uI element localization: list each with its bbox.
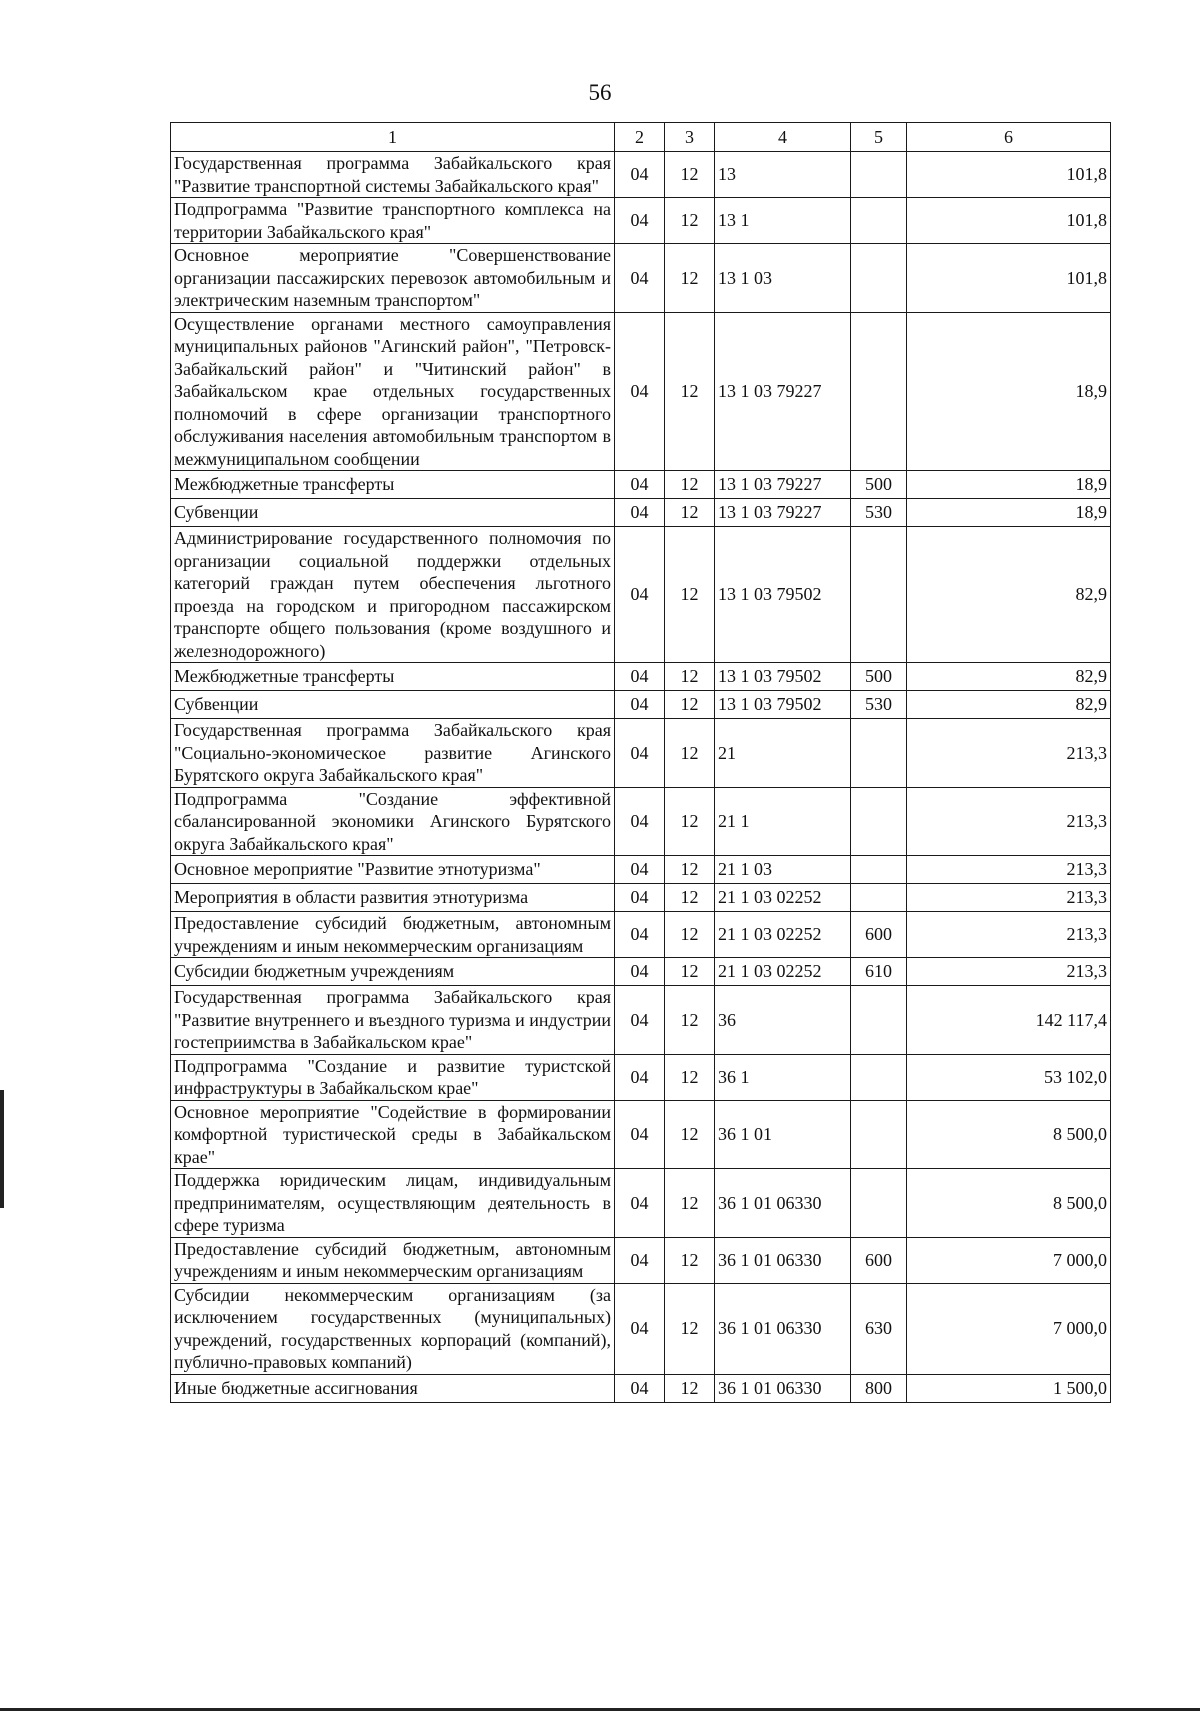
row-section-cell: 04 [615,958,665,986]
table-row [171,691,1111,719]
table-row [171,1100,1111,1169]
table-row [171,198,1111,244]
row-name-cell: Межбюджетные трансферты [171,471,615,499]
row-amount-cell: 101,8 [907,244,1111,313]
row-expense-type-cell [851,856,907,884]
row-subsection-cell: 12 [665,986,715,1055]
row-expense-type-cell [851,198,907,244]
row-expense-type-cell [851,719,907,788]
table-row [171,958,1111,986]
table-row [171,884,1111,912]
budget-table [170,122,1111,1403]
row-section-cell: 04 [615,912,665,958]
row-name-cell: Основное мероприятие "Развитие этнотуризма" [171,856,615,884]
row-section-cell: 04 [615,1054,665,1100]
row-amount-cell: 213,3 [907,719,1111,788]
row-amount-cell: 213,3 [907,884,1111,912]
table-header [171,123,1111,152]
row-subsection-cell: 12 [665,312,715,471]
row-amount-cell: 8 500,0 [907,1100,1111,1169]
row-section-cell: 04 [615,719,665,788]
table-row [171,787,1111,856]
row-amount-cell: 1 500,0 [907,1374,1111,1402]
row-target-code-cell: 13 1 03 79227 [715,471,851,499]
row-name-cell: Поддержка юридическим лицам, индивидуальным предпринимателям, осуществляющим деятельность в сфере туризма [171,1169,615,1238]
row-section-cell: 04 [615,1100,665,1169]
row-subsection-cell: 12 [665,198,715,244]
row-amount-cell: 82,9 [907,663,1111,691]
row-target-code-cell: 13 1 03 79227 [715,312,851,471]
row-expense-type-cell: 530 [851,499,907,527]
row-target-code-cell: 21 [715,719,851,788]
row-expense-type-cell [851,527,907,663]
row-section-cell: 04 [615,244,665,313]
row-name-cell: Мероприятия в области развития этнотуризма [171,884,615,912]
row-name-cell: Субвенции [171,691,615,719]
row-expense-type-cell [851,1054,907,1100]
row-expense-type-cell [851,1169,907,1238]
table-body [171,152,1111,1403]
row-name-cell: Подпрограмма "Развитие транспортного комплекса на территории Забайкальского края" [171,198,615,244]
row-amount-cell: 213,3 [907,958,1111,986]
row-subsection-cell: 12 [665,912,715,958]
row-name-cell: Предоставление субсидий бюджетным, автономным учреждениям и иным некоммерческим организациям [171,912,615,958]
row-target-code-cell: 21 1 03 02252 [715,912,851,958]
row-target-code-cell: 21 1 [715,787,851,856]
scan-edge-mark [0,1090,4,1208]
row-expense-type-cell [851,152,907,198]
row-amount-cell: 53 102,0 [907,1054,1111,1100]
row-subsection-cell: 12 [665,244,715,313]
table-row [171,1283,1111,1374]
row-name-cell: Иные бюджетные ассигнования [171,1374,615,1402]
header-col-3: 3 [665,123,715,152]
row-expense-type-cell [851,312,907,471]
row-name-cell: Предоставление субсидий бюджетным, автономным учреждениям и иным некоммерческим организациям [171,1237,615,1283]
row-target-code-cell: 13 [715,152,851,198]
row-target-code-cell: 13 1 03 [715,244,851,313]
row-subsection-cell: 12 [665,719,715,788]
row-amount-cell: 82,9 [907,691,1111,719]
row-subsection-cell: 12 [665,884,715,912]
row-target-code-cell: 13 1 03 79227 [715,499,851,527]
table-row [171,312,1111,471]
row-amount-cell: 101,8 [907,152,1111,198]
row-target-code-cell: 36 1 01 06330 [715,1237,851,1283]
row-expense-type-cell: 530 [851,691,907,719]
row-section-cell: 04 [615,1283,665,1374]
row-name-cell: Межбюджетные трансферты [171,663,615,691]
row-target-code-cell: 13 1 03 79502 [715,527,851,663]
row-name-cell: Подпрограмма "Создание и развитие туристской инфраструктуры в Забайкальском крае" [171,1054,615,1100]
row-expense-type-cell [851,986,907,1055]
row-section-cell: 04 [615,198,665,244]
row-section-cell: 04 [615,787,665,856]
row-section-cell: 04 [615,1237,665,1283]
scan-bottom-edge [0,1708,1200,1711]
row-section-cell: 04 [615,856,665,884]
row-amount-cell: 7 000,0 [907,1283,1111,1374]
table-row [171,499,1111,527]
row-target-code-cell: 36 1 01 06330 [715,1169,851,1238]
row-amount-cell: 142 117,4 [907,986,1111,1055]
row-name-cell: Субсидии некоммерческим организациям (за исключением государственных (муниципальных) учреждений, государственных корпораций (компаний), публично-правовых компаний) [171,1283,615,1374]
row-section-cell: 04 [615,471,665,499]
row-section-cell: 04 [615,986,665,1055]
row-target-code-cell: 13 1 03 79502 [715,691,851,719]
row-amount-cell: 213,3 [907,856,1111,884]
row-subsection-cell: 12 [665,471,715,499]
row-name-cell: Осуществление органами местного самоуправления муниципальных районов "Агинский район", "Петровск-Забайкальский район" и "Читинский район" в Забайкальском крае отдельных государственных полномочий в сфере организации транспортного обслуживания населения автомобильным транспортом в межмуниципальном сообщении [171,312,615,471]
row-subsection-cell: 12 [665,1237,715,1283]
row-subsection-cell: 12 [665,152,715,198]
row-name-cell: Основное мероприятие "Совершенствование организации пассажирских перевозок автомобильным и электрическим наземным транспортом" [171,244,615,313]
table-row [171,912,1111,958]
table-row [171,1054,1111,1100]
row-subsection-cell: 12 [665,1283,715,1374]
header-col-2: 2 [615,123,665,152]
row-target-code-cell: 13 1 [715,198,851,244]
header-col-5: 5 [851,123,907,152]
row-section-cell: 04 [615,152,665,198]
row-name-cell: Государственная программа Забайкальского края "Развитие транспортной системы Забайкальского края" [171,152,615,198]
row-expense-type-cell [851,884,907,912]
row-amount-cell: 82,9 [907,527,1111,663]
row-section-cell: 04 [615,499,665,527]
row-name-cell: Государственная программа Забайкальского края "Развитие внутреннего и въездного туризма и индустрии гостеприимства в Забайкальском крае" [171,986,615,1055]
row-section-cell: 04 [615,312,665,471]
row-target-code-cell: 13 1 03 79502 [715,663,851,691]
row-subsection-cell: 12 [665,663,715,691]
row-section-cell: 04 [615,1374,665,1402]
table-row [171,719,1111,788]
row-amount-cell: 213,3 [907,787,1111,856]
row-name-cell: Подпрограмма "Создание эффективной сбалансированной экономики Агинского Бурятского округа Забайкальского края" [171,787,615,856]
row-target-code-cell: 36 1 01 06330 [715,1374,851,1402]
row-target-code-cell: 21 1 03 02252 [715,958,851,986]
row-expense-type-cell [851,787,907,856]
row-name-cell: Администрирование государственного полномочия по организации социальной поддержки отдельных категорий граждан путем обеспечения льготного проезда на городском и пригородном пассажирском транспорте общего пользования (кроме воздушного и железнодорожного) [171,527,615,663]
row-target-code-cell: 36 [715,986,851,1055]
row-subsection-cell: 12 [665,1169,715,1238]
row-target-code-cell: 21 1 03 02252 [715,884,851,912]
table-row [171,527,1111,663]
row-name-cell: Основное мероприятие "Содействие в формировании комфортной туристической среды в Забайкальском крае" [171,1100,615,1169]
row-amount-cell: 101,8 [907,198,1111,244]
row-amount-cell: 8 500,0 [907,1169,1111,1238]
table-row [171,986,1111,1055]
header-col-6: 6 [907,123,1111,152]
row-section-cell: 04 [615,527,665,663]
table-row [171,471,1111,499]
row-amount-cell: 18,9 [907,471,1111,499]
row-expense-type-cell: 500 [851,663,907,691]
row-expense-type-cell [851,1100,907,1169]
header-row [171,123,1111,152]
row-subsection-cell: 12 [665,527,715,663]
row-name-cell: Субвенции [171,499,615,527]
table-row [171,1169,1111,1238]
row-subsection-cell: 12 [665,1054,715,1100]
row-subsection-cell: 12 [665,856,715,884]
row-subsection-cell: 12 [665,958,715,986]
table-row [171,856,1111,884]
row-expense-type-cell: 630 [851,1283,907,1374]
row-expense-type-cell: 800 [851,1374,907,1402]
row-subsection-cell: 12 [665,499,715,527]
header-col-1: 1 [171,123,615,152]
table-row [171,1374,1111,1402]
row-expense-type-cell: 610 [851,958,907,986]
row-subsection-cell: 12 [665,691,715,719]
row-amount-cell: 18,9 [907,312,1111,471]
row-target-code-cell: 21 1 03 [715,856,851,884]
row-subsection-cell: 12 [665,1374,715,1402]
row-expense-type-cell [851,244,907,313]
row-section-cell: 04 [615,884,665,912]
row-expense-type-cell: 600 [851,912,907,958]
row-section-cell: 04 [615,1169,665,1238]
row-section-cell: 04 [615,663,665,691]
row-expense-type-cell: 600 [851,1237,907,1283]
row-target-code-cell: 36 1 01 06330 [715,1283,851,1374]
row-expense-type-cell: 500 [851,471,907,499]
table-row [171,663,1111,691]
row-target-code-cell: 36 1 01 [715,1100,851,1169]
row-name-cell: Субсидии бюджетным учреждениям [171,958,615,986]
row-amount-cell: 213,3 [907,912,1111,958]
row-subsection-cell: 12 [665,787,715,856]
page-number: 56 [588,80,612,105]
table-row [171,1237,1111,1283]
table-row [171,244,1111,313]
table-row [171,152,1111,198]
row-target-code-cell: 36 1 [715,1054,851,1100]
row-name-cell: Государственная программа Забайкальского края "Социально-экономическое развитие Агинского Бурятского округа Забайкальского края" [171,719,615,788]
row-amount-cell: 18,9 [907,499,1111,527]
row-section-cell: 04 [615,691,665,719]
row-amount-cell: 7 000,0 [907,1237,1111,1283]
row-subsection-cell: 12 [665,1100,715,1169]
header-col-4: 4 [715,123,851,152]
